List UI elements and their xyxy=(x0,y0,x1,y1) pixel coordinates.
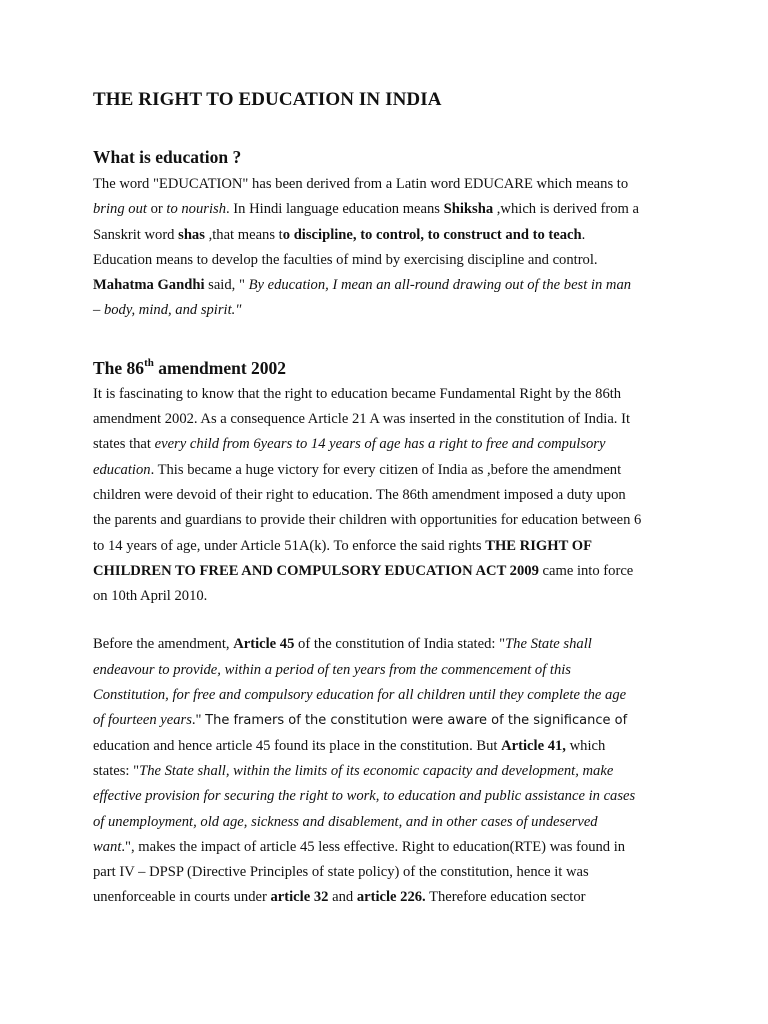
text-line xyxy=(93,432,676,457)
text-line xyxy=(93,483,676,508)
bold-text: CHILDREN TO FREE AND COMPULSORY EDUCATION ACT 2009 xyxy=(93,562,539,579)
text-run: to 14 years of age, under Article 51A(k). To enforce the said rights xyxy=(93,537,486,554)
text-run: part IV – DPSP (Directive Principles of state policy) of the constitution, hence it was xyxy=(93,864,589,881)
text-run: ." xyxy=(191,712,206,729)
paragraph-article-45 xyxy=(93,632,676,910)
text-line xyxy=(93,860,676,885)
section-heading-86th-amendment xyxy=(93,357,676,379)
italic-text: education xyxy=(93,461,151,478)
bold-text: shas xyxy=(178,226,205,243)
text-run: ,that means t xyxy=(204,226,283,243)
italic-text: to nourish xyxy=(166,201,226,218)
text-run: unenforceable in courts under xyxy=(93,889,271,906)
text-run: Sanskrit word xyxy=(93,226,179,243)
italic-text: every child from 6years to 14 years of age has a right to free and compulsory xyxy=(154,436,606,453)
bold-text: Mahatma Gandhi xyxy=(93,277,205,294)
text-run: . In Hindi language education means xyxy=(226,201,444,218)
bold-text: Article 41, xyxy=(501,737,566,754)
text-run: on 10th April 2010. xyxy=(93,588,208,605)
heading-text: The 86 xyxy=(93,357,145,378)
text-run: and xyxy=(328,889,357,906)
bold-text: Shiksha xyxy=(443,201,494,218)
italic-text: want xyxy=(93,838,122,855)
document-title: THE RIGHT TO EDUCATION IN INDIA xyxy=(93,89,442,110)
italic-text: By education, I mean an all-round drawing out of the best in man xyxy=(248,277,632,294)
text-line xyxy=(93,172,676,197)
text-run: Education means to develop the faculties of mind by exercising discipline and control. xyxy=(93,251,598,268)
text-run: states: " xyxy=(93,762,140,779)
paragraph-86th-amendment xyxy=(93,382,676,610)
bold-text: Article 45 xyxy=(233,636,295,653)
section-heading-what-is-education: What is education ? xyxy=(93,147,242,167)
text-line xyxy=(93,734,676,759)
bold-text: article 32 xyxy=(270,889,329,906)
text-line xyxy=(93,298,676,323)
italic-text: Constitution, for free and compulsory education for all children until they complete the age xyxy=(93,687,627,704)
text-run: came into force xyxy=(538,562,634,579)
paragraph-what-is-education xyxy=(93,172,676,324)
italic-text: of unemployment, old age, sickness and disablement, and in other cases of undeserved xyxy=(93,813,598,830)
text-run: The framers of the constitution were aware of the significance of xyxy=(205,713,628,729)
italic-text: endeavour to provide, within a period of ten years from the commencement of this xyxy=(93,661,571,678)
text-line xyxy=(93,708,676,733)
text-line xyxy=(93,835,676,860)
text-line xyxy=(93,273,676,298)
heading-text-rest: amendment 2002 xyxy=(153,357,287,378)
heading-superscript: th xyxy=(144,356,154,369)
text-run: of the constitution of India stated: " xyxy=(294,636,506,653)
bold-text: THE RIGHT OF xyxy=(485,537,592,554)
text-run: ,which is derived from a xyxy=(493,201,640,218)
text-run: or xyxy=(146,201,167,218)
text-run: said, " xyxy=(204,277,249,294)
text-run: amendment 2002. As a consequence Article 21 A was inserted in the constitution of India. It xyxy=(93,411,631,428)
text-run: education and hence article 45 found its place in the constitution. But xyxy=(93,737,502,754)
text-line xyxy=(93,458,676,483)
text-run: which xyxy=(565,737,606,754)
bold-text: o discipline, to control, to construct and to teach xyxy=(282,226,582,243)
text-line xyxy=(93,197,676,222)
text-run: states that xyxy=(93,436,155,453)
text-run: The word "EDUCATION" has been derived from a Latin word EDUCARE which means to xyxy=(93,176,629,192)
text-line xyxy=(93,584,676,609)
text-line xyxy=(93,683,676,708)
italic-text: The State shall, within the limits of its economic capacity and development, make xyxy=(139,762,614,779)
italic-text: effective provision for securing the right to work, to education and public assistance in cases xyxy=(93,788,636,805)
italic-text: of fourteen years xyxy=(93,712,192,729)
text-line xyxy=(93,658,676,683)
text-line xyxy=(93,885,676,910)
italic-text: – body, mind, and spirit." xyxy=(93,302,242,319)
text-run: Before the amendment, xyxy=(93,636,234,653)
text-line xyxy=(93,784,676,809)
text-line xyxy=(93,534,676,559)
text-line xyxy=(93,508,676,533)
text-line xyxy=(93,407,676,432)
text-line xyxy=(93,759,676,784)
text-line xyxy=(93,382,676,407)
bold-text: article 226. xyxy=(356,889,426,906)
text-run: It is fascinating to know that the right to education became Fundamental Right by the 86th xyxy=(93,385,622,402)
italic-text: bring out xyxy=(93,201,147,218)
text-run: the parents and guardians to provide their children with opportunities for education between 6 xyxy=(93,512,642,529)
text-line xyxy=(93,248,676,273)
text-run: children were devoid of their right to education. The 86th amendment imposed a duty upon xyxy=(93,486,626,503)
text-line xyxy=(93,810,676,835)
text-run: . xyxy=(581,226,586,243)
text-run: . This became a huge victory for every citizen of India as ,before the amendment xyxy=(150,461,622,478)
text-run: Therefore education sector xyxy=(425,889,586,906)
text-run: .", makes the impact of article 45 less effective. Right to education(RTE) was found in xyxy=(121,838,626,855)
text-line xyxy=(93,223,676,248)
text-line xyxy=(93,632,676,657)
italic-text: The State shall xyxy=(505,636,592,653)
text-line xyxy=(93,559,676,584)
